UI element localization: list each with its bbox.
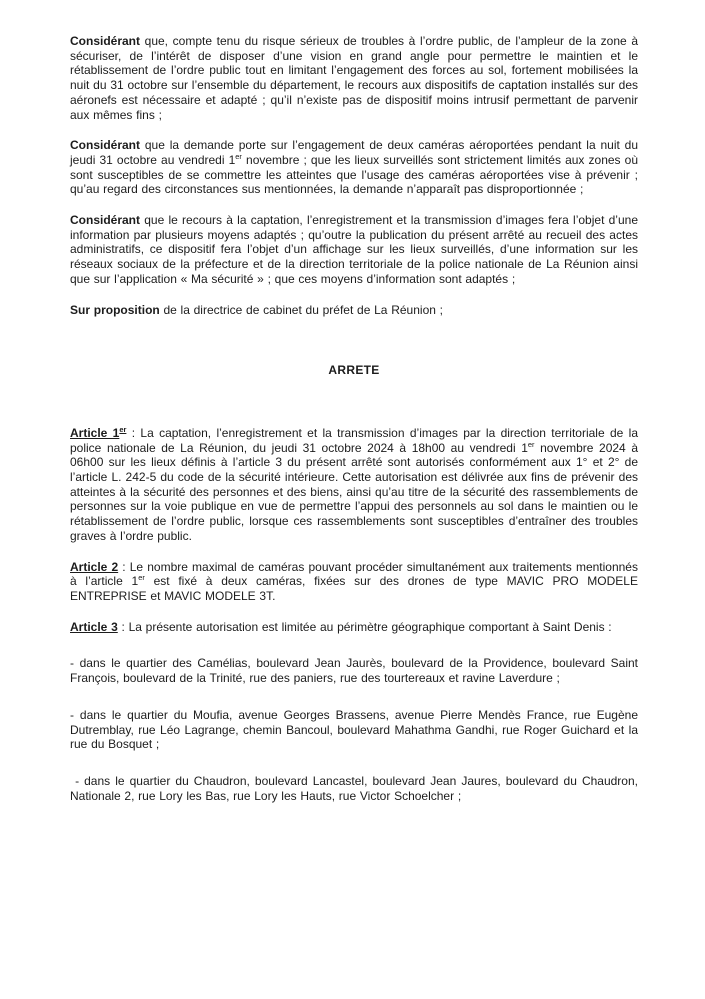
article-1 (70, 426, 638, 544)
perimetre-camelias (70, 656, 638, 685)
text-segment: Article 2 (70, 559, 119, 574)
text-segment: Considérant (70, 138, 141, 153)
considerant-information (70, 213, 638, 287)
text-segment: ARRETE (328, 363, 380, 378)
text-segment: Article 1 (70, 425, 120, 440)
text-segment: Considérant (70, 213, 141, 228)
text-segment: er (119, 424, 127, 434)
text-segment: er (138, 573, 145, 583)
text-segment: que la demande porte sur l’engagement de deux caméras aéroportées pendant la nuit du jeudi 31 octobre au vendredi 1 (70, 138, 638, 167)
text-segment: : La captation, l’enregistrement et la transmission d’images par la direction territoriale de la police nationale de La Réunion, du jeudi 31 octobre 2024 à 18h00 au vendredi 1 (70, 425, 638, 455)
perimetre-chaudron (70, 774, 638, 803)
text-segment: Considérant (70, 34, 141, 48)
text-segment: Article 3 (70, 619, 118, 634)
text-segment: Sur proposition (70, 302, 160, 317)
document-body (70, 34, 638, 803)
article-2 (70, 560, 638, 604)
considerant-troubles-ordre-public (70, 34, 638, 122)
arrete-heading (70, 363, 638, 378)
text-segment: novembre ; que les lieux surveillés sont strictement limités aux zones où sont susceptibles de se commettre les atteintes que l’usage des caméras aéroportées vise à prévenir ; qu’au regard des circonstances sus mentionnées, la demande n’apparaît pas disproportionnée ; (70, 152, 638, 197)
text-segment: - dans le quartier des Camélias, boulevard Jean Jaurès, boulevard de la Providence, boulevard Saint François, boulevard de la Trinité, rue des paniers, rue des tourtereaux et ravine Laverdure ; (70, 656, 638, 686)
text-segment: que, compte tenu du risque sérieux de troubles à l’ordre public, de l’ampleur de la zone à sécuriser, de l’intérêt de disposer d’une vision en grand angle pour permettre le maintien et le rétablissement de l’ordre public tout en limitant l’engagement des forces au sol, fortement mobilisées la nuit du 31 octobre sur l’ensemble du département, le recours aux dispositifs de captation installés sur des aéronefs est nécessaire et adapté ; qu’il n’existe pas de dispositif moins intrusif permettant de parvenir aux mêmes fins ; (70, 34, 638, 122)
considerant-demande (70, 138, 638, 197)
text-segment: novembre 2024 à 06h00 sur les lieux définis à l’article 3 du présent arrêté sont autorisés conformément aux 1° et 2° de l’article L. 242-5 du code de la sécurité intérieure. Cette autorisation est délivrée aux fins de prévenir des atteintes à la sécurité des personnes et des biens, ainsi qu’au titre de la sécurité des rassemblements de personnes sur la voie publique en vue de permettre l’appui des personnels au sol dans le maintien ou le rétablissement de l’ordre public, lorsque ces rassemblements sont susceptibles d’entraîner des troubles graves à l’ordre public. (70, 440, 638, 543)
text-segment: : Le nombre maximal de caméras pouvant procéder simultanément aux traitements mentionnés à l’article 1 (70, 559, 638, 589)
text-segment: de la directrice de cabinet du préfet de La Réunion ; (159, 302, 443, 317)
text-segment: - dans le quartier du Chaudron, boulevard Lancastel, boulevard Jean Jaures, boulevard du Chaudron, Nationale 2, rue Lory les Bas, rue Lory les Hauts, rue Victor Schoelcher ; (70, 773, 638, 803)
text-segment: er (527, 439, 535, 449)
text-segment: er (235, 151, 242, 161)
text-segment: que le recours à la captation, l’enregistrement et la transmission d’images fera l’objet d’une information par plusieurs moyens adaptés ; qu’outre la publication du présent arrêté au recueil des actes administratifs, ce dispositif fera l’objet d’un affichage sur les lieux surveillés, d’une information sur les réseaux sociaux de la préfecture et de la direction territoriale de la police nationale de La Réunion ainsi que sur l’application « Ma sécurité » ; que ces moyens d’information sont adaptés ; (70, 213, 638, 286)
perimetre-moufia (70, 708, 638, 752)
text-segment: est fixé à deux caméras, fixées sur des drones de type MAVIC PRO MODELE ENTREPRISE et MAVIC MODELE 3T. (70, 574, 638, 603)
sur-proposition (70, 303, 638, 318)
article-3 (70, 620, 638, 635)
text-segment: : La présente autorisation est limitée au périmètre géographique comportant à Saint Denis : (117, 619, 612, 634)
text-segment: - dans le quartier du Moufia, avenue Georges Brassens, avenue Pierre Mendès France, rue Eugène Dutremblay, rue Léo Lagrange, chemin Bancoul, boulevard Mahathma Gandhi, rue Roger Guichard et la rue du Bosquet ; (70, 707, 638, 752)
